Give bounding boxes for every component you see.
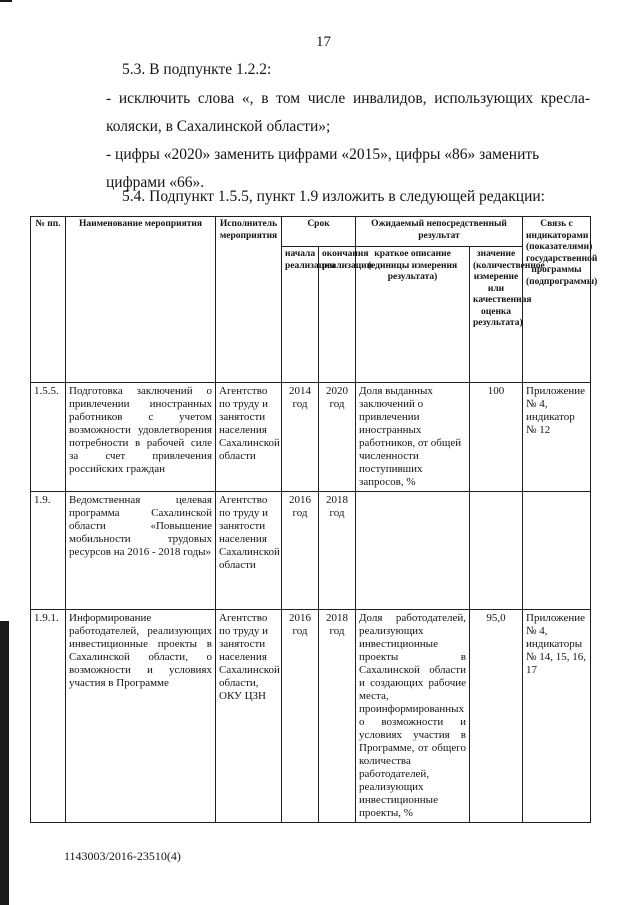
row-desc: Доля работодателей, реализующих инвестиционные проекты в Сахалинской области и создающих рабочие места, проинформированных о возможности и условиях участия в Программе, от общего количества работодателей, реализующих инвестиционные проекты, % [356,610,470,823]
paragraph-exclude-words: - исключить слова «, в том числе инвалидов, использующих кресла-коляски, в Сахалинской области»; [106,90,590,135]
row-link [523,492,591,610]
header-num: № пп. [31,217,66,383]
header-expected: Ожидаемый непосредственный результат [356,217,523,247]
row-start: 2014 год [282,383,319,492]
row-executor: Агентство по труду и занятости населения Сахалинской области, ОКУ ЦЗН [216,610,282,823]
paragraph-5-4: 5.4. Подпункт 1.5.5, пункт 1.9 изложить в следующей редакции: [122,188,545,205]
row-end: 2018 год [319,610,356,823]
row-value [470,492,523,610]
table-row [31,383,591,492]
row-name: Ведомственная целевая программа Сахалинской области «Повышение мобильности трудовых ресурсов на 2016 - 2018 годы» [66,492,216,610]
row-executor: Агентство по труду и занятости населения Сахалинской области [216,492,282,610]
page-number: 17 [316,34,331,50]
header-value: значение (количественное измерение или качественная оценка результата) [470,247,523,383]
row-desc [356,492,470,610]
paragraph-replace-numbers: - цифры «2020» заменить цифрами «2015», цифры «86» заменить цифрами «66». [106,146,540,191]
table-row [31,610,591,823]
row-start: 2016 год [282,610,319,823]
row-name: Подготовка заключений о привлечении иностранных работников с учетом возможности удовлетворения потребности в рабочей силе за счет привлечения российских граждан [66,383,216,492]
header-short-desc: краткое описание (единицы измерения результата) [356,247,470,383]
document-code: 1143003/2016-23510(4) [64,849,181,863]
header-executor: Исполнитель мероприятия [216,217,282,383]
row-value: 95,0 [470,610,523,823]
row-executor: Агентство по труду и занятости населения Сахалинской области [216,383,282,492]
row-name: Информирование работодателей, реализующих инвестиционные проекты в Сахалинской области, о возможности и условиях участия в Программе [66,610,216,823]
row-num: 1.5.5. [31,383,66,492]
header-end: окончания реализации [319,247,356,383]
paragraph-5-3: 5.3. В подпункте 1.2.2: [122,61,272,78]
row-link: Приложение № 4, индикаторы № 14, 15, 16, 17 [523,610,591,823]
header-link: Связь с индикаторами (показателями) государственной программы (подпрограммы) [523,217,591,383]
measures-table [30,216,598,823]
row-end: 2018 год [319,492,356,610]
row-value: 100 [470,383,523,492]
table-row [31,492,591,610]
header-start: начала реализации [282,247,319,383]
header-name: Наименование мероприятия [66,217,216,383]
row-desc: Доля выданных заключений о привлечении иностранных работников, от общей численности поступивших запросов, % [356,383,470,492]
row-end: 2020 год [319,383,356,492]
header-term: Срок [282,217,356,247]
row-num: 1.9. [31,492,66,610]
row-num: 1.9.1. [31,610,66,823]
scan-mark-top [0,0,12,2]
row-start: 2016 год [282,492,319,610]
scan-mark-left [0,621,9,905]
row-link: Приложение № 4, индикатор № 12 [523,383,591,492]
